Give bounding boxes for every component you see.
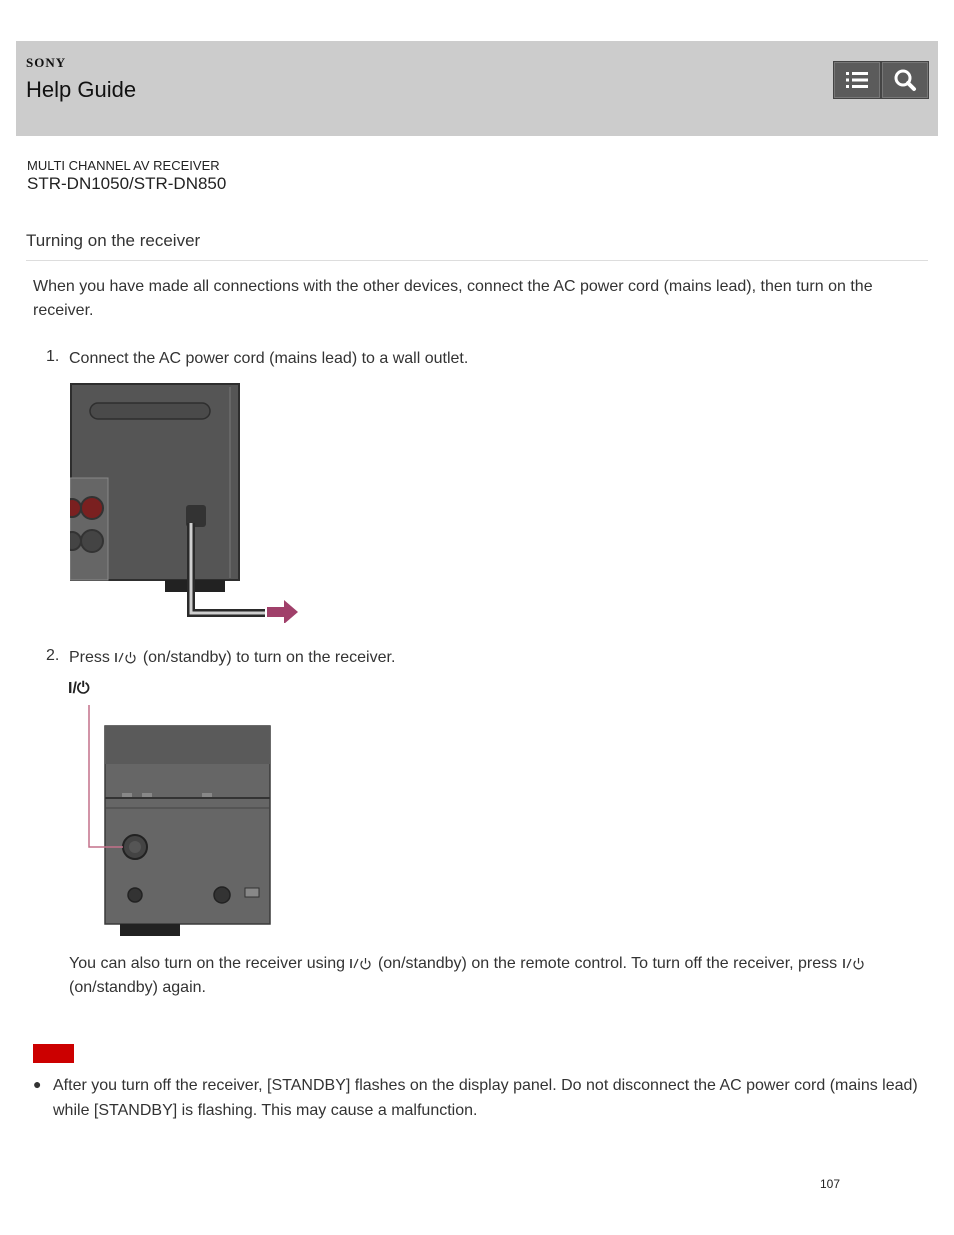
step-2-note-part3: (on/standby) again. [69,979,206,996]
step-2-note [69,952,919,1000]
bullet-marker: ● [33,1076,42,1092]
intro-paragraph: When you have made all connections with the other devices, connect the AC power cord (mains lead), then turn on the receiver. [33,278,873,319]
figure-2-label: I/⏻ [68,680,90,697]
step-2-note-part2: (on/standby) on the remote control. To turn off the receiver, press [377,955,838,972]
note-bullet-1: After you turn off the receiver, [STANDBY] flashes on the display panel. Do not disconnect the AC power cord (mains lead) while [STANDBY] is flashing. This may cause a malfunction. [53,1077,918,1119]
help-guide-title: Help Guide [26,77,137,102]
search-button[interactable] [881,61,929,99]
product-model: STR-DN1050/STR-DN850 [27,174,227,193]
step-2-number: 2. [46,647,60,664]
list-icon [834,62,880,98]
step-2-note-part1: You can also turn on the receiver using [69,955,346,972]
page-title: Turning on the receiver [26,231,201,250]
note-badge [33,1044,74,1063]
product-category: MULTI CHANNEL AV RECEIVER [27,158,220,173]
figure-front-panel-power-button [82,700,272,942]
step-2-text-after: (on/standby) to turn on the receiver. [142,649,396,666]
title-divider [26,260,928,261]
table-of-contents-button[interactable] [833,61,881,99]
power-standby-icon [114,650,138,664]
step-1-text: Connect the AC power cord (mains lead) to a wall outlet. [69,350,469,367]
step-2-text-before: Press [69,649,110,666]
step-1-number: 1. [46,348,60,365]
search-icon [882,62,928,98]
page-number: 107 [820,1177,841,1191]
sony-logo: SONY [26,55,67,70]
figure-rear-panel-power-cord [70,383,302,623]
power-standby-icon [842,956,866,970]
power-standby-icon [349,956,373,970]
header-bar [16,41,938,136]
step-2-text [69,646,395,670]
